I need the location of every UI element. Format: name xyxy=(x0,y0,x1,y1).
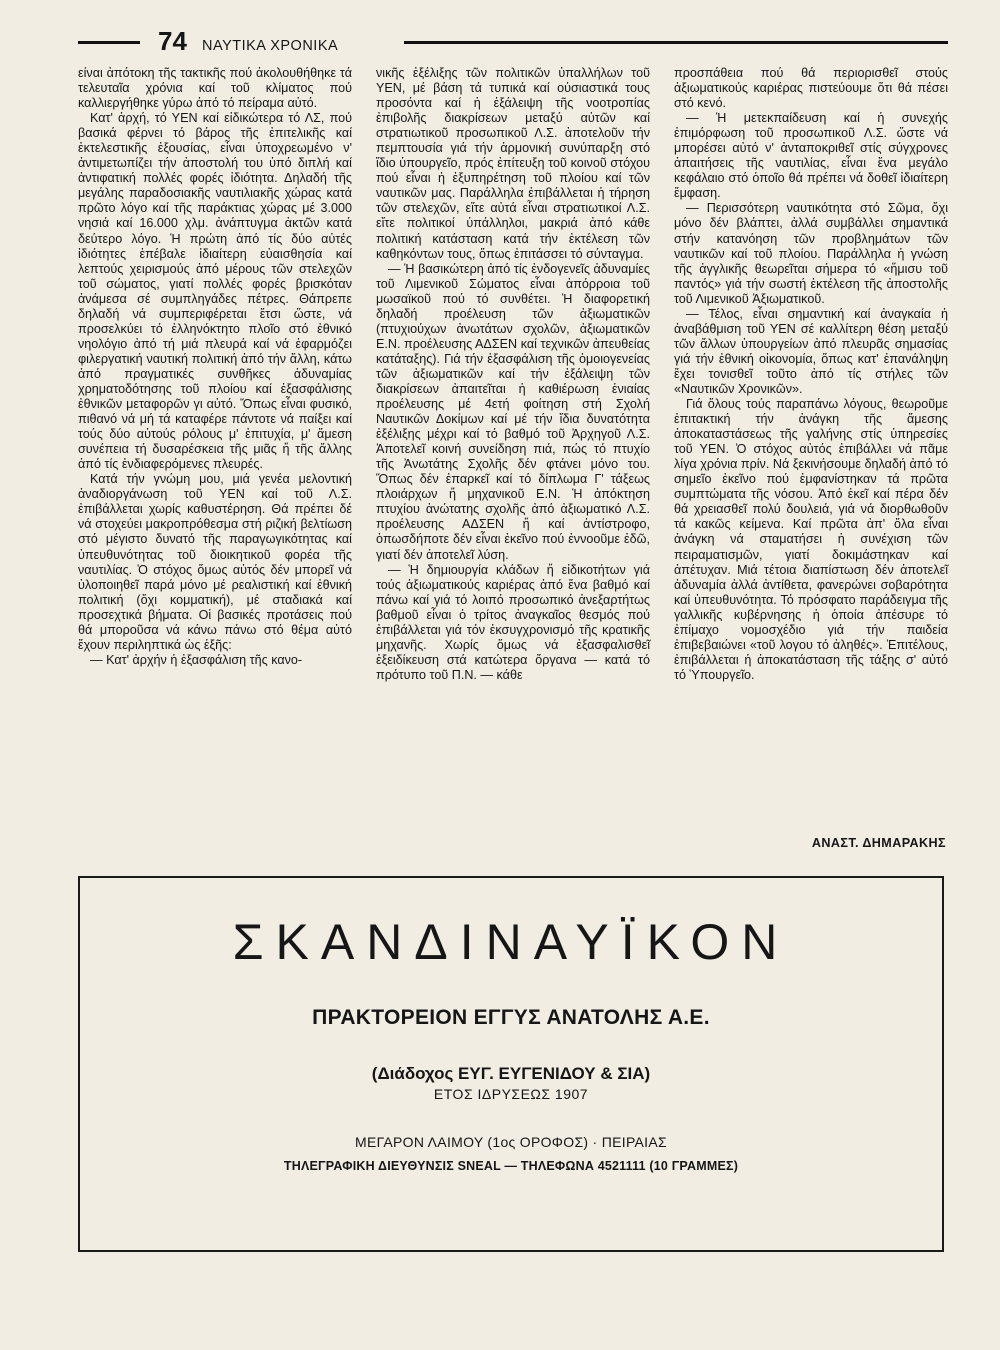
header-rule-left xyxy=(78,41,140,44)
ad-successor: (Διάδοχος ΕΥΓ. ΕΥΓΕΝΙΔΟΥ & ΣΙΑ) xyxy=(371,1064,651,1083)
ad-company-name: ΣΚΑΝΔΙΝΑΥΪΚΟΝ xyxy=(232,914,790,970)
article-column-2 xyxy=(376,66,650,856)
paragraph: είναι ἀπότοκη τῆς τακτικῆς πού ἀκολουθήθηκε τά τελευταῖα χρόνια καί τοῦ κλίματος πού καλλιεργήθηκε γύρω ἀπό τό πείραμα αὐτό. xyxy=(78,66,352,111)
paragraph: — Τέλος, εἶναι σημαντική καί ἀναγκαία ἡ ἀναβάθμιση τοῦ ΥΕΝ σέ καλλίτερη θέση μεταξύ τῶν ἄλλων ὑπουργείων ἀπό πλευρᾶς σημασίας γιά τήν ἐθνική οἰκονομία, ὅπως κατ' ἐπανάληψη ἔχει τονισθεῖ τοῦτο ἀπό τίς στήλες τῶν «Ναυτικῶν Χρονικῶν». xyxy=(674,306,948,396)
paragraph: Γιά ὅλους τούς παραπάνω λόγους, θεωροῦμε ἐπιτακτική τήν ἀνάγκη τῆς ἄμεσης ἀποκαταστάσεως τῆς γαλήνης στίς ὑπηρεσίες τοῦ ΥΕΝ. Ὁ στόχος αὐτός ἐπιβάλλει νά πᾶμε λίγα χρόνια πρίν. Νά ξεκινήσουμε δηλαδή ἀπό τό σημεῖο ἐκεῖνο πού ἐμφανίστηκαν τά πρῶτα συμπτώματα τῆς νόσου. Ἀπό ἐκεῖ καί πέρα δέν θά χρειασθεῖ πολύ δουλειά, γιά νά διορθωθοῦν τά κακῶς κείμενα. Καί πρῶτα ἀπ' ὅλα εἶναι ἀνάγκη νά σταματήσει ἡ συνέχιση τῶν πειραματισμῶν, γιατί δοκιμάστηκαν καί ἀπέτυχαν. Μιά τέτοια διαπίστωση δέν ἀποτελεῖ ἀδυναμία ἀλλά ἀντίθετα, φανερώνει σοβαρότητα καί ὑπευθυνότητα. Τό πρόσφατο παράδειγμα τῆς γαλλικῆς κυβέρνησης ἡ ὁποία ἀπέσυρε τό ἐπίμαχο νομοσχέδιο γιά τήν παιδεία ἐπιβεβαιώνει «τοῦ λογου τό ἀληθές». Ἐπιτέλους, ἐπιβάλλεται ἡ ἀποκατάσταση τῆς τάξης σ' αὐτό τό Ὑπουργεῖο. xyxy=(674,397,948,682)
paragraph: Κατ' ἀρχή, τό ΥΕΝ καί εἰδικώτερα τό ΛΣ, πού βασικά φέρνει τό βάρος τῆς ἐπιτελικῆς καί ἐκτελεστικῆς ἐξουσίας, εἶναι ὑποχρεωμένο ν' ἀντιμετωπίζει τήν ἀποστολή του ὑπό διπλή καί ἀντιφατική πολλές φορές ἰδιότητα. Δηλαδή τῆς μεγάλης παραδοσιακῆς ναυτιλιακῆς χώρας κατά πρῶτο λόγο καί τῆς παράκτιας χώρας μέ 3.000 νησιά καί 16.000 χλμ. ἀνάπτυγμα ἀκτῶν κατά δεύτερο λόγο. Ἡ πρώτη ἀπό τίς δύο αὐτές ἰδιότητες ἐπέβαλε ἰδιαίτερη εὐαισθησία καί λεπτούς χειρισμούς ἀπό μέρους τῶν στελεχῶν τοῦ σώματος, γιατί πολλές φορές βρισκόταν ἀνάμεσα σέ συμπληγάδες πέτρες. Θάπρεπε δηλαδή νά συμπεριφέρεται ἔτσι ὥστε, νά προσελκύει τό ἑλληνόκτητο πλοῖο στό ἐθνικό νηολόγιο ἀπό τή μιά πλευρά καί νά ἐφαρμόζει φιλεργατική ναυτική πολιτική ἀπό τήν ἄλλη, κάτω ἀπό πραγματικές συνθῆκες ἀδυναμίας χρηματοδότησης τοῦ πλοίου καί ἐξασφάλισης ἐθνικῶν μεταφορῶν γι αὐτό. Ὅπως εἶναι φυσικό, πιθανό νά μή τά καταφέρε πάντοτε νά παίξει καί τούς δύο αὐτούς ρόλους μ' ἐπιτυχία, μ' ἄμεση συνέπεια τή δυσαρέσκεια τῆς μιᾶς ἤ τῆς ἄλλης ἀπό τίς ἐνδιαφερόμενες πλευρές. xyxy=(78,111,352,472)
paragraph: — Ἡ βασικώτερη ἀπό τίς ἐνδογενεῖς ἀδυναμίες τοῦ Λιμενικοῦ Σώματος εἶναι ἀπόρροια τοῦ μωσαϊκοῦ πού τό συνθέτει. Ἡ διαφορετική δηλαδή προέλευση τῶν ἀξιωματικῶν (πτυχιούχων ἀνωτάτων σχολῶν, ἀξιωματικῶν Ε.Ν. προέλευσης ΑΔΣΕΝ καί τεχνικῶν ἀπευθείας κατάταξης). Γιά τήν ἐξασφάλιση τῆς ὁμοιογενείας τῶν ἀξιωματικῶν καί τήν ἐξάλειψη τῶν διακρίσεων ἀπαιτεῖται ἡ καθιέρωση ἑνιαίας προέλευσης μέ 4ετή φοίτηση στή Σχολή Ναυτικῶν Δοκίμων καί μέ τήν ἴδια δυνατότητα ἐξέλιξης μέχρι καί τό βαθμό τοῦ Ἀρχηγοῦ Λ.Σ. Ἀποτελεῖ κοινή συνείδηση πιά, πώς τό πτυχίο τῆς Ἀνωτάτης Σχολῆς δέν φτάνει μόνο του. Ὅπως δέν ἐπαρκεῖ καί τό δίπλωμα Γ' τάξεως πλοιάρχων ἤ μηχανικοῦ Ε.Ν. Ἡ ἀπόκτηση πτυχίου ἀνώτατης σχολῆς ἀπό ἀξιωματικό Λ.Σ. προέλευσης ΑΔΣΕΝ ἤ καί ἀντίστροφο, ὁπωσδήποτε δέν εἶναι ἐκεῖνο πού ἐννοοῦμε ἐδῶ, γιατί δέν ἀποτελεῖ λύση. xyxy=(376,261,650,562)
header-rule-right xyxy=(404,41,948,44)
paragraph: προσπάθεια πού θά περιορισθεῖ στούς ἀξιωματικούς καριέρας πιστεύουμε ὅτι θά πέσει στό κενό. xyxy=(674,66,948,111)
ad-contact: ΤΗΛΕΓΡΑΦΙΚΗ ΔΙΕΥΘΥΝΣΙΣ SNEAL — ΤΗΛΕΦΩΝΑ 4521111 (10 ΓΡΑΜΜΕΣ) xyxy=(283,1159,739,1173)
paragraph: — Κατ' ἀρχήν ἡ ἐξασφάλιση τῆς κανο- xyxy=(90,652,303,667)
page-header xyxy=(78,26,948,64)
advertisement-box xyxy=(78,876,944,1252)
page-number: 74 xyxy=(158,26,187,56)
article-body xyxy=(78,66,948,856)
ad-founded-year: ΕΤΟΣ ΙΔΡΥΣΕΩΣ 1907 xyxy=(433,1086,589,1102)
article-column-3 xyxy=(674,66,948,856)
paragraph: νικῆς ἐξέλιξης τῶν πολιτικῶν ὑπαλλήλων τοῦ ΥΕΝ, μέ βάση τά τυπικά καί οὐσιαστικά τους προσόντα καί ἡ ἐξάλειψη τῆς νοοτροπίας ἐπιβολῆς διακρίσεων μεταξύ αὐτῶν καί στρατιωτικοῦ προσωπικοῦ Λ.Σ. ἀποτελοῦν τήν πεμπτουσία γιά τήν ἁρμονική συνύπαρξη στό ἴδιο ὑπουργεῖο, πρός ἐπίτευξη τοῦ κοινοῦ στόχου πού εἶναι ἡ ἐξυπηρέτηση τοῦ πλοίου καί τῶν ναυτικῶν μας. Παράλληλα ἐπιβάλλεται ἡ τήρηση τῶν στελεχῶν, εἴτε αὐτά εἶναι στρατιωτικοί Λ.Σ. εἴτε πολιτικοί ὑπάλληλοι, μακριά ἀπό κάθε πολιτική κατάσταση κατά τήν ἐκτέλεση τῶν καθηκόντων τους, ὅπως ἐπιτάσσει τό σύνταγμα. xyxy=(376,66,650,261)
paragraph: Κατά τήν γνώμη μου, μιά γενέα μελοντική ἀναδιοργάνωση τοῦ ΥΕΝ καί τοῦ Λ.Σ. ἐπιβάλλεται χωρίς καθυστέρηση. Θά πρέπει δέ νά στοχεύει μακροπρόθεσμα στή ριζική βελτίωση στό μέγιστο δυνατό τῆς παραγωγικότητας καί ὑπευθυνότητας τοῦ διοικητικοῦ φορέα τῆς ναυτιλίας. Ὁ στόχος ὅμως αὐτός δέν μπορεῖ νά ὑλοποιηθεῖ παρά μόνο μέ ρεαλιστική καί ἐθνική πολιτική (ὄχι κομματική), μέ σταδιακά καί προσεχτικά βήματα. Οἱ βασικές προτάσεις πού θά μποροῦσα νά κάνω πάνω στό θέμα αὐτό ἔχουν περιληπτικά ὡς ἑξῆς: xyxy=(78,472,352,652)
article-column-1 xyxy=(78,66,352,856)
ad-company-full: ΠΡΑΚΤΟΡΕΙΟΝ ΕΓΓΥΣ ΑΝΑΤΟΛΗΣ Α.Ε. xyxy=(312,1006,710,1029)
paragraph: — Περισσότερη ναυτικότητα στό Σῶμα, ὄχι μόνο δέν βλάπτει, ἀλλά συμβάλλει σημαντικά στήν κατανόηση τῶν προβλημάτων τῶν ναυτικῶν καί τοῦ πλοίου. Παράλληλα ἡ γνώση τῆς ἀγγλικῆς θεωρεῖται σήμερα τό «ἥμισυ τοῦ παντός» γιά τήν σωστή ἐκτέλεση τῆς ἀποστολῆς τοῦ Λιμενικοῦ Ἀξιωματικοῦ. xyxy=(674,201,948,306)
ad-address: ΜΕΓΑΡΟΝ ΛΑΙΜΟΥ (1ος ΟΡΟΦΟΣ) · ΠΕΙΡΑΙΑΣ xyxy=(355,1134,667,1150)
article-author: ΑΝΑΣΤ. ΔΗΜΑΡΑΚΗΣ xyxy=(811,836,946,850)
paragraph: — Ἡ μετεκπαίδευση καί ἡ συνεχής ἐπιμόρφωση τοῦ προσωπικοῦ Λ.Σ. ὥστε νά μπορέσει αὐτό ν' ἀνταποκριθεῖ στίς σύγχρονες ἀπαιτήσεις τῆς ναυτιλίας, εἶναι ἕνα μεγάλο κεφάλαιο στό ὁποῖο θά πρέπει νά δοθεῖ ἰδιαίτερη ἔμφαση. xyxy=(674,111,948,201)
magazine-title: ΝΑΥΤΙΚΑ ΧΡΟΝΙΚΑ xyxy=(202,38,339,54)
paragraph: — Ἡ δημιουργία κλάδων ἤ εἰδικοτήτων γιά τούς ἀξιωματικούς καριέρας ἀπό ἕνα βαθμό καί πάνω καί γιά τό λοιπό προσωπικό ἀνεξαρτήτως βαθμοῦ εἶναι ὁ τρίτος ἀναγκαῖος θεσμός πού ἐπιβάλλεται γιά τόν ἐκσυγχρονισμό τῆς κρατικῆς μηχανῆς. Χωρίς ὅμως νά ἐξασφαλισθεῖ ἐξειδίκευση στά κατώτερα ὄργανα — κατά τό πρότυπο τοῦ Π.Ν. — κάθε xyxy=(376,562,650,682)
